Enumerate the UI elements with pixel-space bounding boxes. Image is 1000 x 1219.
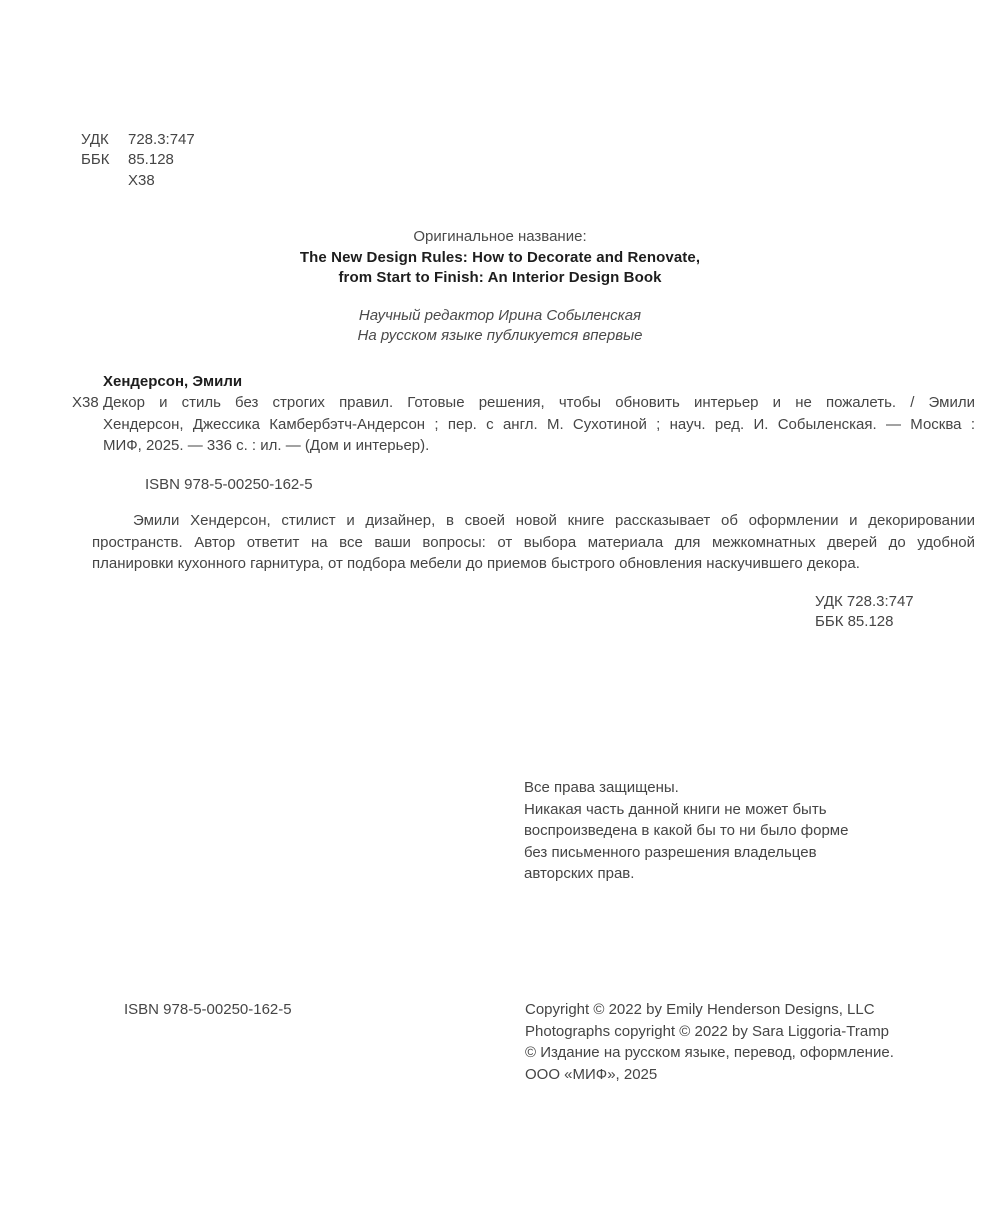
bbk-right-line: ББК 85.128 xyxy=(815,613,894,631)
copyright-line: Copyright © 2022 by Emily Henderson Designs, LLC xyxy=(525,1001,875,1018)
original-title-caption: Оригинальное название: xyxy=(413,228,587,245)
udk-right-line: УДК 728.3:747 xyxy=(815,593,914,610)
rights-line: Никакая часть данной книги не может быть xyxy=(524,800,827,818)
editor-note-block xyxy=(0,306,1000,346)
catalog-index-label: Х38 xyxy=(72,394,99,411)
index-spacer xyxy=(81,171,128,191)
annotation-paragraph xyxy=(92,510,975,575)
udk-value: 728.3:747 xyxy=(128,131,195,148)
isbn-top: ISBN 978-5-00250-162-5 xyxy=(145,476,313,493)
original-title-line: from Start to Finish: An Interior Design Book xyxy=(338,268,662,286)
copyright-line: ООО «МИФ», 2025 xyxy=(525,1065,658,1083)
classification-codes-right xyxy=(815,592,914,633)
copyright-block xyxy=(525,999,894,1085)
udk-label: УДК xyxy=(81,131,109,148)
catalog-record-line: МИФ, 2025. — 336 с. : ил. — (Дом и интерьер). xyxy=(103,437,430,454)
annotation-line: планировки кухонного гарнитура, от подбора мебели до приемов быстрого обновления наскучившего декора. xyxy=(92,555,860,572)
annotation-line: пространств. Автор ответит на все ваши вопросы: от выбора материала для межкомнатных дверей до удобной xyxy=(92,533,975,551)
copyright-line: © Издание на русском языке, перевод, оформление. xyxy=(525,1044,894,1061)
original-title-line: The New Design Rules: How to Decorate and Renovate, xyxy=(299,248,701,266)
bbk-value: 85.128 xyxy=(128,151,174,169)
rights-line: авторских прав. xyxy=(524,865,635,882)
author-index-value: Х38 xyxy=(128,171,155,189)
rights-line: воспроизведена в какой бы то ни было форме xyxy=(524,822,849,839)
isbn-bottom: ISBN 978-5-00250-162-5 xyxy=(124,1001,292,1018)
bbk-label: ББК xyxy=(81,151,110,169)
science-editor-line: Научный редактор Ирина Собыленская xyxy=(358,307,642,324)
rights-line: без письменного разрешения владельцев xyxy=(524,843,817,861)
original-title-block xyxy=(0,227,1000,288)
copyright-line: Photographs copyright © 2022 by Sara Liggoria-Tramp xyxy=(525,1022,890,1040)
catalog-record-line: Декор и стиль без строгих правил. Готовые решения, чтобы обновить интерьер и не пожалеть. / Эмили xyxy=(103,394,975,411)
rights-reserved-block xyxy=(524,777,848,885)
annotation-line: Эмили Хендерсон, стилист и дизайнер, в своей новой книге рассказывает об оформлении и декорировании xyxy=(133,512,975,529)
catalog-record-line: Хендерсон, Джессика Камбербэтч-Андерсон ; пер. с англ. М. Сухотиной ; науч. ред. И. Собыленская. — Москва : xyxy=(103,415,975,433)
classification-codes-top xyxy=(81,130,195,191)
catalog-record xyxy=(103,392,975,457)
first-publication-line: На русском языке публикуется впервые xyxy=(357,327,643,345)
catalog-author-heading: Хендерсон, Эмили xyxy=(103,373,243,390)
rights-line: Все права защищены. xyxy=(524,779,679,796)
